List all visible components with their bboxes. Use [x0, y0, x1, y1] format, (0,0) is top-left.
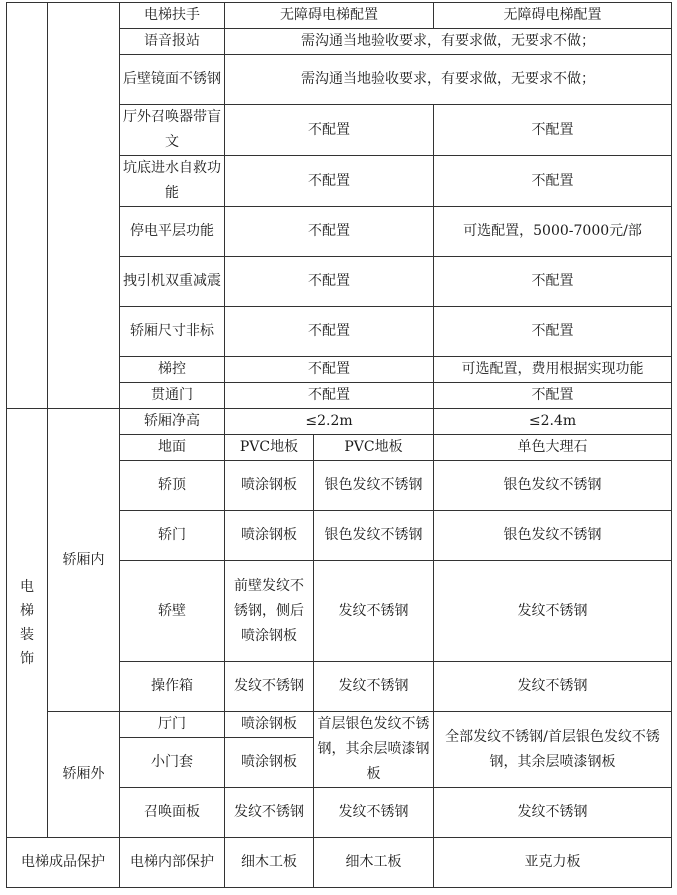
- value-cell: 前壁发纹不锈钢，侧后喷涂钢板: [225, 561, 314, 662]
- value-cell: 发纹不锈钢: [314, 788, 434, 838]
- item-label: 轿厢尺寸非标: [120, 307, 225, 357]
- value-cell: PVC地板: [314, 435, 434, 461]
- table-row: [7, 712, 672, 738]
- value-cell: 喷涂钢板: [225, 712, 314, 738]
- item-label: 电梯内部保护: [120, 838, 225, 888]
- item-label: 电梯扶手: [120, 3, 225, 29]
- value-cell: 无障碍电梯配置: [225, 3, 434, 29]
- item-label: 贯通门: [120, 383, 225, 409]
- value-cell: 喷涂钢板: [225, 511, 314, 561]
- value-cell: 细木工板: [314, 838, 434, 888]
- value-cell: 发纹不锈钢: [225, 662, 314, 712]
- item-label: 坑底进水自救功能: [120, 156, 225, 207]
- value-cell: 需沟通当地验收要求，有要求做，无要求不做；: [225, 55, 672, 105]
- value-cell: 发纹不锈钢: [434, 662, 672, 712]
- value-cell: 银色发纹不锈钢: [314, 511, 434, 561]
- value-cell: 银色发纹不锈钢: [314, 461, 434, 511]
- inside-subcategory: 轿厢内: [48, 409, 120, 712]
- value-cell: 全部发纹不锈钢/首层银色发纹不锈钢，其余层喷漆钢板: [434, 712, 672, 788]
- value-cell: 不配置: [434, 383, 672, 409]
- item-label: 轿壁: [120, 561, 225, 662]
- value-cell: 发纹不锈钢: [434, 561, 672, 662]
- table-row: [7, 3, 672, 29]
- item-label: 召唤面板: [120, 788, 225, 838]
- value-cell: 不配置: [225, 257, 434, 307]
- decor-category: [7, 409, 48, 838]
- value-cell: ≤2.2m: [225, 409, 434, 435]
- value-cell: 喷涂钢板: [225, 461, 314, 511]
- item-label: 后壁镜面不锈钢: [120, 55, 225, 105]
- value-cell: 喷涂钢板: [225, 738, 314, 788]
- value-cell: 不配置: [434, 105, 672, 156]
- item-label: 轿门: [120, 511, 225, 561]
- value-cell: 发纹不锈钢: [434, 788, 672, 838]
- item-label: 拽引机双重减震: [120, 257, 225, 307]
- outside-subcategory: 轿厢外: [48, 712, 120, 838]
- value-cell: ≤2.4m: [434, 409, 672, 435]
- table-row: [7, 409, 672, 435]
- table-row: [7, 838, 672, 888]
- item-label: 语音报站: [120, 29, 225, 55]
- item-label: 厅外召唤器带盲文: [120, 105, 225, 156]
- item-label: 轿顶: [120, 461, 225, 511]
- blank-category-cell: [7, 3, 48, 409]
- value-cell: 无障碍电梯配置: [434, 3, 672, 29]
- value-cell: 首层银色发纹不锈钢，其余层喷漆钢板: [314, 712, 434, 788]
- protect-category: 电梯成品保护: [7, 838, 120, 888]
- item-label: 操作箱: [120, 662, 225, 712]
- blank-subcategory-cell: [48, 3, 120, 409]
- value-cell: 不配置: [225, 357, 434, 383]
- item-label: 轿厢净高: [120, 409, 225, 435]
- decor-category-char: 电: [20, 579, 34, 595]
- value-cell: 不配置: [225, 156, 434, 207]
- value-cell: 不配置: [225, 307, 434, 357]
- value-cell: 不配置: [225, 383, 434, 409]
- value-cell: 银色发纹不锈钢: [434, 511, 672, 561]
- value-cell: 细木工板: [225, 838, 314, 888]
- item-label: 地面: [120, 435, 225, 461]
- item-label: 梯控: [120, 357, 225, 383]
- item-label: 厅门: [120, 712, 225, 738]
- value-cell: 亚克力板: [434, 838, 672, 888]
- value-cell: 银色发纹不锈钢: [434, 461, 672, 511]
- value-cell: 需沟通当地验收要求，有要求做，无要求不做；: [225, 29, 672, 55]
- value-cell: 不配置: [434, 257, 672, 307]
- decor-category-char: 饰: [20, 651, 34, 667]
- decor-category-char: 梯: [20, 603, 34, 619]
- value-cell: 不配置: [225, 207, 434, 257]
- elevator-spec-table: [6, 2, 672, 888]
- value-cell: 不配置: [434, 307, 672, 357]
- value-cell: 可选配置，费用根据实现功能: [434, 357, 672, 383]
- item-label: 小门套: [120, 738, 225, 788]
- decor-category-char: 装: [20, 627, 34, 643]
- value-cell: 不配置: [225, 105, 434, 156]
- value-cell: 发纹不锈钢: [314, 561, 434, 662]
- value-cell: PVC地板: [225, 435, 314, 461]
- value-cell: 发纹不锈钢: [314, 662, 434, 712]
- value-cell: 可选配置，5000-7000元/部: [434, 207, 672, 257]
- item-label: 停电平层功能: [120, 207, 225, 257]
- value-cell: 发纹不锈钢: [225, 788, 314, 838]
- value-cell: 不配置: [434, 156, 672, 207]
- value-cell: 单色大理石: [434, 435, 672, 461]
